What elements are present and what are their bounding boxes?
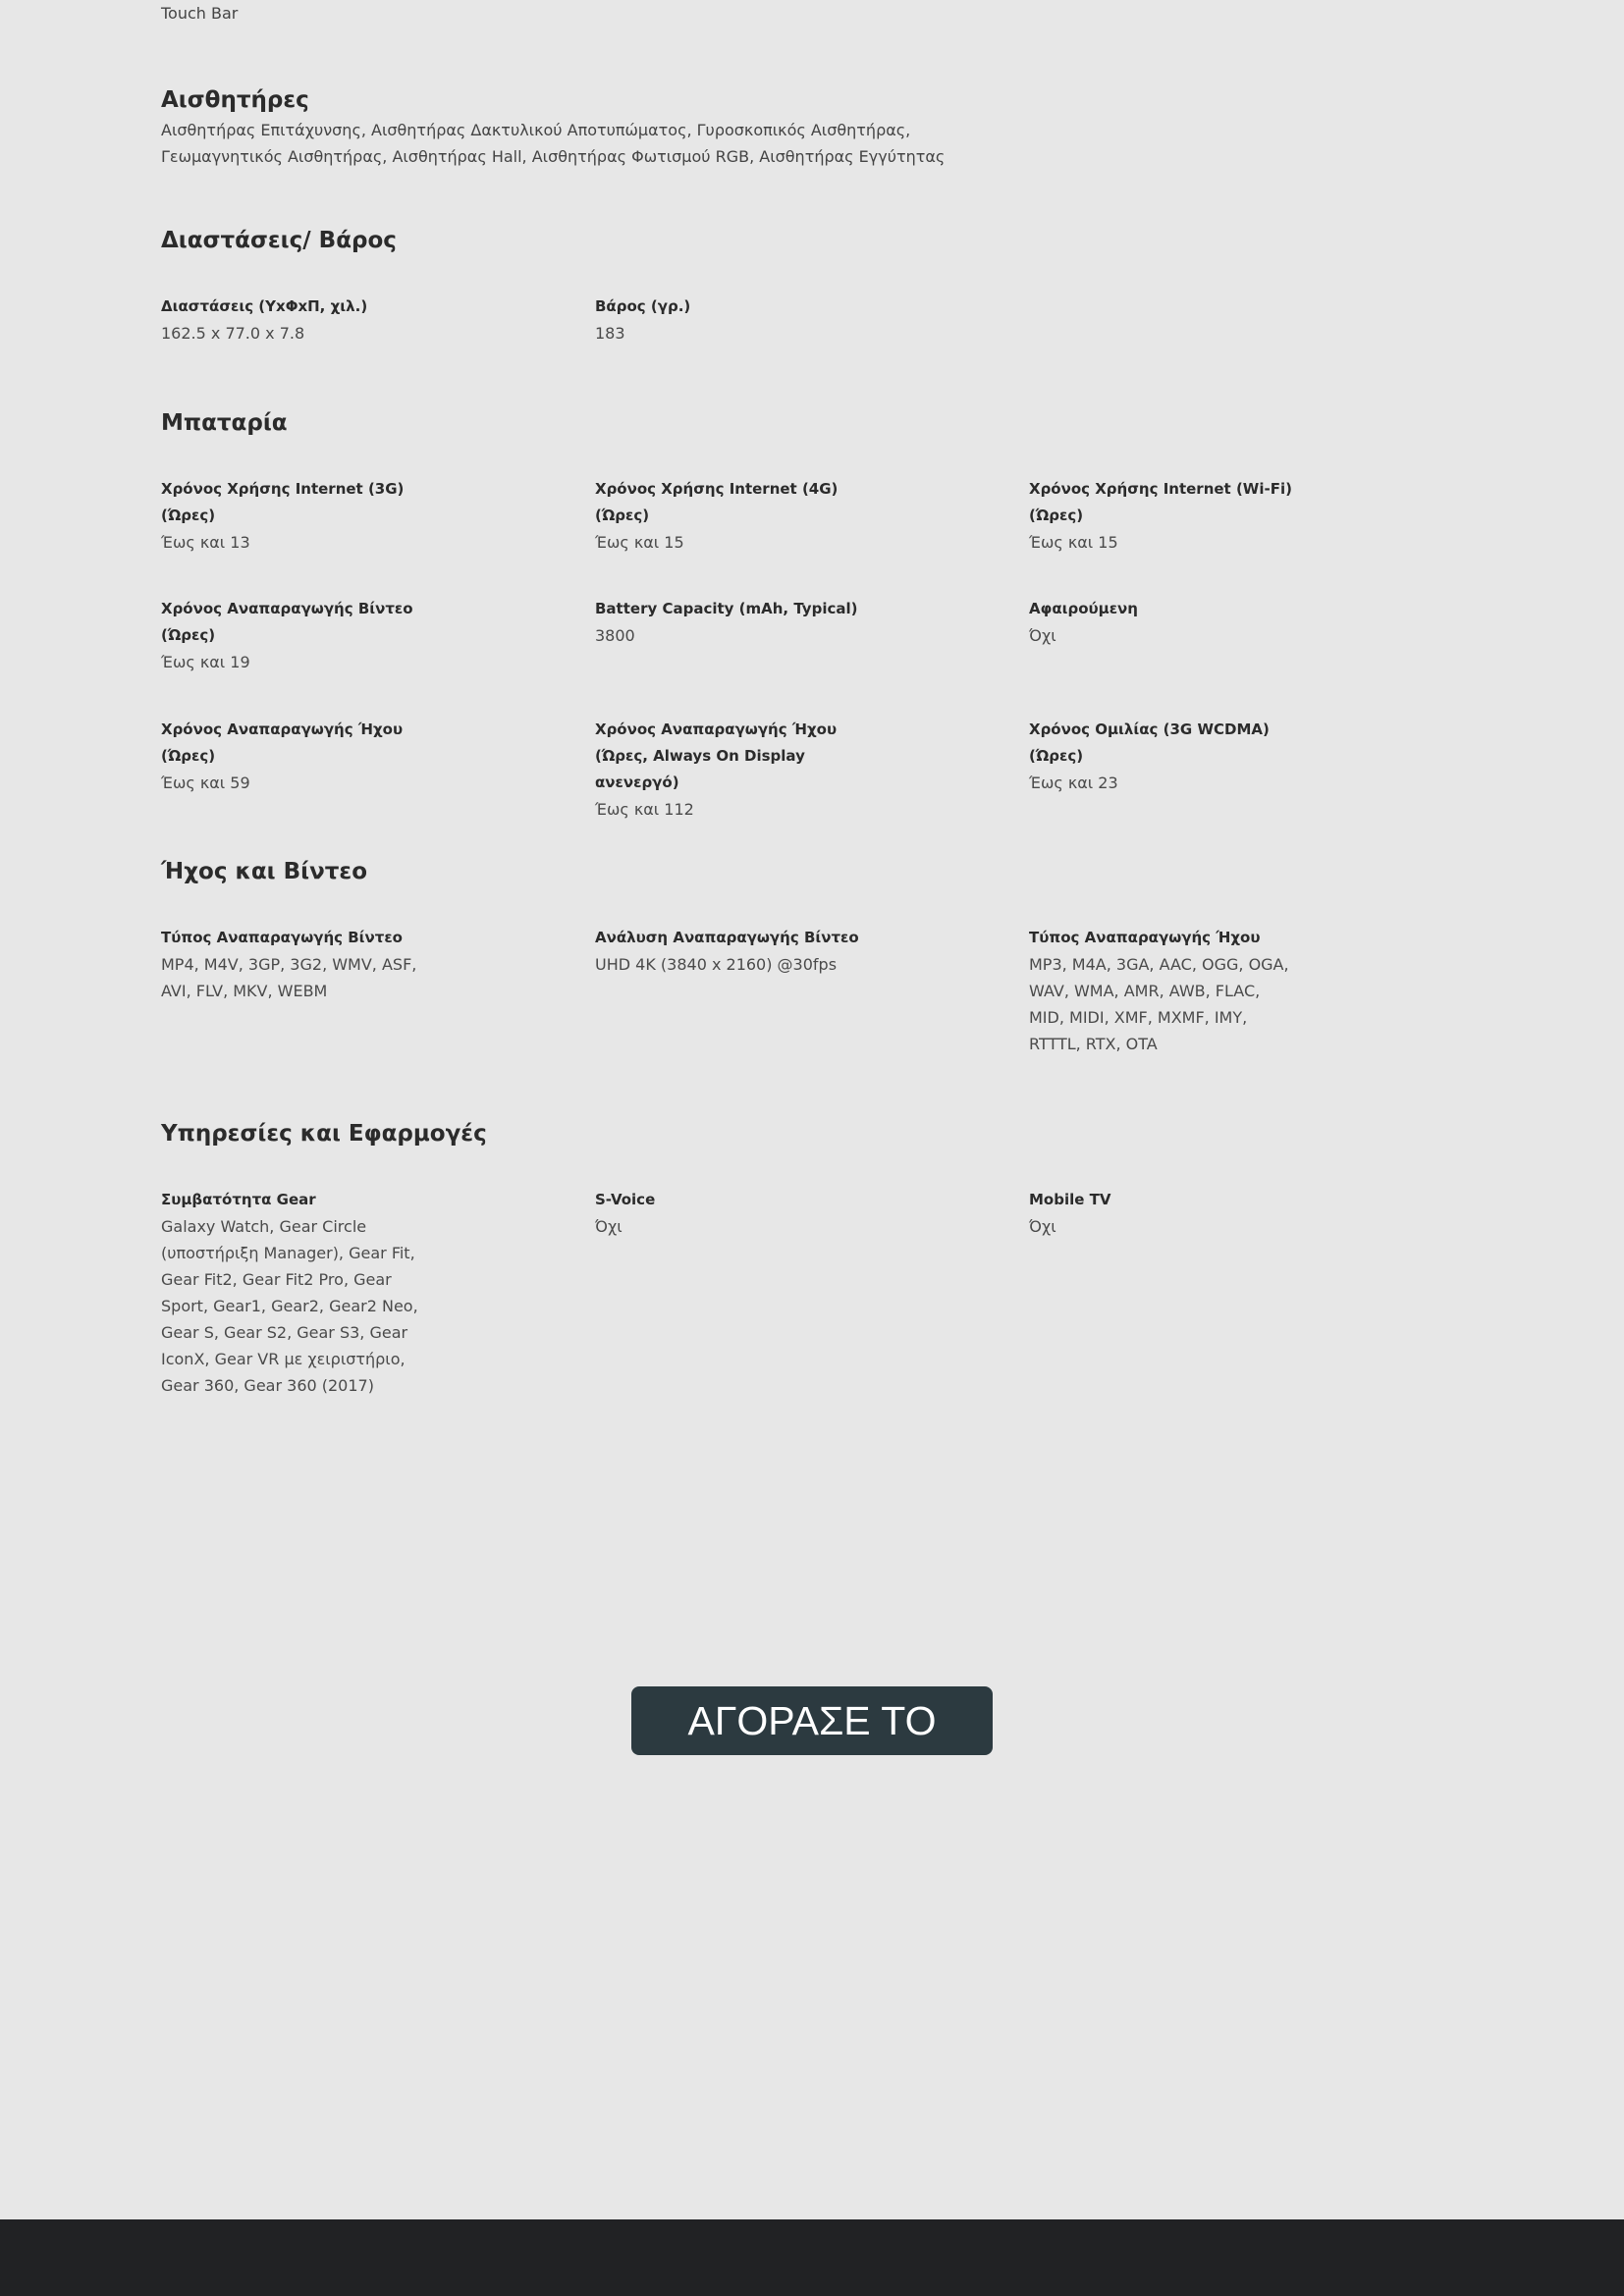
spec-label: Βάρος (γρ.) — [595, 297, 691, 315]
spec-video-format — [161, 925, 426, 1004]
spec-audio-playback — [161, 717, 426, 796]
spec-value: UHD 4K (3840 x 2160) @30fps — [595, 955, 838, 974]
spec-value: Έως και 15 — [1029, 533, 1118, 552]
spec-weight — [595, 294, 860, 347]
spec-value: Όχι — [595, 1217, 623, 1236]
spec-internet-wifi — [1029, 476, 1294, 556]
spec-value: 162.5 x 77.0 x 7.8 — [161, 324, 305, 343]
spec-label: Χρόνος Ομιλίας (3G WCDMA) (Ώρες) — [1029, 721, 1270, 765]
spec-value: Έως και 13 — [161, 533, 250, 552]
spec-label: Battery Capacity (mAh, Typical) — [595, 600, 858, 617]
spec-internet-3g — [161, 476, 426, 556]
spec-label: Χρόνος Χρήσης Internet (3G) (Ώρες) — [161, 480, 405, 524]
battery-title: Μπαταρία — [161, 410, 288, 436]
spec-value: Έως και 112 — [595, 800, 694, 819]
sensors-list: Αισθητήρας Επιτάχυνσης, Αισθητήρας Δακτυλικού Αποτυπώματος, Γυροσκοπικός Αισθητήρας, Γεωμαγνητικός Αισθητήρας, Αισθητήρας Hall, Αισθητήρας Φωτισμού RGB, Αισθητήρας Εγγύτητας — [161, 121, 946, 166]
spec-audio-playback-aod-off — [595, 717, 860, 823]
spec-value: Όχι — [1029, 1217, 1056, 1236]
spec-gear-compatibility — [161, 1187, 426, 1399]
spec-label: Χρόνος Χρήσης Internet (4G) (Ώρες) — [595, 480, 839, 524]
spec-video-resolution — [595, 925, 860, 978]
audio-video-title: Ήχος και Βίντεο — [161, 859, 368, 884]
spec-mobile-tv — [1029, 1187, 1294, 1240]
spec-label: S-Voice — [595, 1191, 656, 1208]
buy-button[interactable]: ΑΓΟΡΑΣΕ ΤΟ — [631, 1686, 993, 1755]
spec-internet-4g — [595, 476, 860, 556]
spec-value: Όχι — [1029, 626, 1056, 645]
spec-value: Έως και 15 — [595, 533, 684, 552]
spec-value: 3800 — [595, 626, 635, 645]
spec-label: Mobile TV — [1029, 1191, 1111, 1208]
spec-video-playback — [161, 596, 426, 675]
touch-bar-text: Touch Bar — [161, 4, 239, 23]
spec-label: Τύπος Αναπαραγωγής Ήχου — [1029, 929, 1261, 946]
spec-label: Χρόνος Αναπαραγωγής Ήχου (Ώρες) — [161, 721, 404, 765]
footer — [0, 2219, 1624, 2296]
spec-dimensions — [161, 294, 426, 347]
spec-audio-format — [1029, 925, 1294, 1057]
spec-label: Χρόνος Αναπαραγωγής Βίντεο (Ώρες) — [161, 600, 413, 644]
sensors-title: Αισθητήρες — [161, 87, 309, 113]
spec-label: Αφαιρούμενη — [1029, 600, 1138, 617]
spec-label: Διαστάσεις (ΥxΦxΠ, χιλ.) — [161, 297, 368, 315]
spec-label: Χρόνος Αναπαραγωγής Ήχου (Ώρες, Always On Display ανενεργό) — [595, 721, 838, 791]
spec-value: MP3, M4A, 3GA, AAC, OGG, OGA, WAV, WMA, AMR, AWB, FLAC, MID, MIDI, XMF, MXMF, IMY, RTTTL, RTX, OTA — [1029, 955, 1289, 1053]
services-title: Υπηρεσίες και Εφαρμογές — [161, 1121, 487, 1147]
spec-value: 183 — [595, 324, 625, 343]
spec-s-voice — [595, 1187, 860, 1240]
spec-value: Έως και 23 — [1029, 774, 1118, 792]
spec-value: Έως και 59 — [161, 774, 250, 792]
spec-label: Τύπος Αναπαραγωγής Βίντεο — [161, 929, 403, 946]
spec-label: Ανάλυση Αναπαραγωγής Βίντεο — [595, 929, 859, 946]
spec-value: MP4, M4V, 3GP, 3G2, WMV, ASF, AVI, FLV, MKV, WEBM — [161, 955, 417, 1000]
spec-value: Έως και 19 — [161, 653, 250, 671]
spec-label: Συμβατότητα Gear — [161, 1191, 316, 1208]
spec-removable — [1029, 596, 1294, 649]
dimensions-title: Διαστάσεις/ Βάρος — [161, 228, 397, 253]
spec-label: Χρόνος Χρήσης Internet (Wi-Fi) (Ώρες) — [1029, 480, 1292, 524]
spec-talk-time — [1029, 717, 1294, 796]
spec-battery-capacity — [595, 596, 860, 649]
spec-value: Galaxy Watch, Gear Circle (υποστήριξη Manager), Gear Fit, Gear Fit2, Gear Fit2 Pro, Gear Sport, Gear1, Gear2, Gear2 Neo, Gear S, Gear S2, Gear S3, Gear IconX, Gear VR με χειριστήριο, Gear 360, Gear 360 (2017) — [161, 1217, 418, 1395]
